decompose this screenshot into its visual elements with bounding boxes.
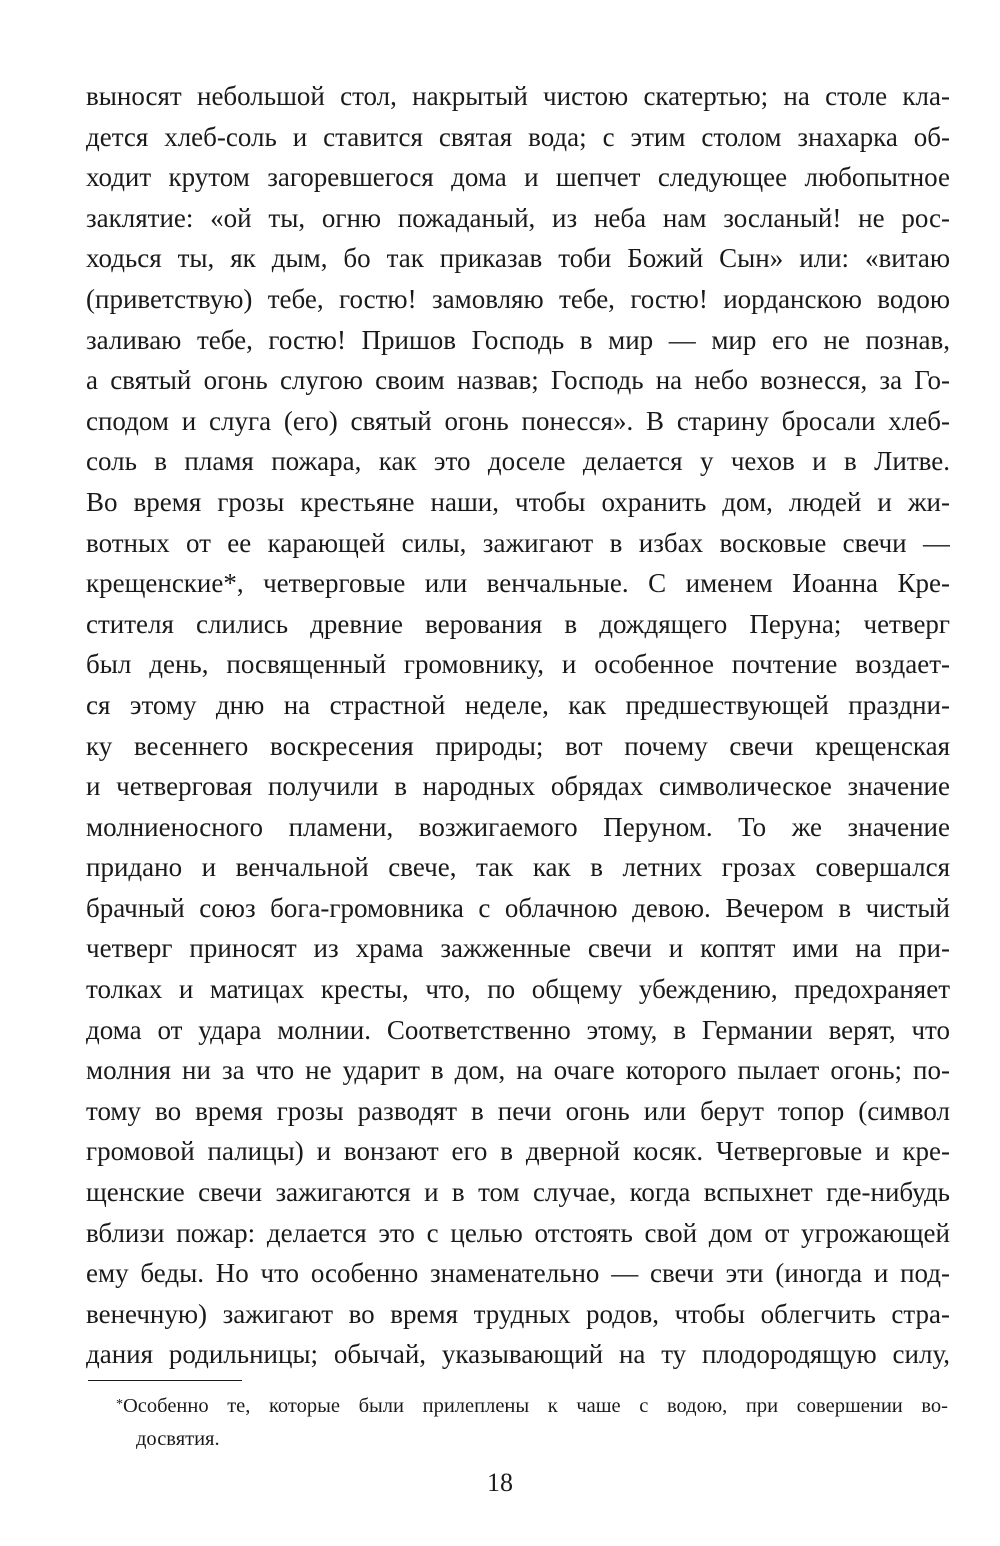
text-line: был день, посвященный громовнику, и особенное почтение воздает- xyxy=(86,649,950,680)
text-line: сподом и слуга (его) святый огонь понесся». В старину бросали хлеб- xyxy=(86,405,950,436)
text-line: венечную) зажигают во время трудных родов, чтобы облегчить стра- xyxy=(86,1298,950,1329)
text-line: толках и матицах кресты, что, по общему убеждению, предохраняет xyxy=(86,974,950,1005)
text-line: ся этому дню на страстной неделе, как предшествующей праздни- xyxy=(86,689,950,720)
page-number: 18 xyxy=(487,1468,513,1497)
text-line: щенские свечи зажигаются и в том случае, когда вспыхнет где-нибудь xyxy=(86,1177,950,1208)
text-line: Во время грозы крестьяне наши, чтобы охранить дом, людей и жи- xyxy=(86,486,950,517)
text-line: вотных от ее карающей силы, зажигают в избах восковые свечи — xyxy=(86,527,950,558)
text-line: выносят небольшой стол, накрытый чистою скатертью; на столе кла- xyxy=(86,81,950,111)
text-line: заклятие: «ой ты, огню пожаданый, из неба нам зосланый! не рос- xyxy=(86,202,950,233)
text-line: дома от удара молнии. Соответственно этому, в Германии верят, что xyxy=(86,1014,950,1045)
text-line: стителя слились древние верования в дождящего Перуна; четверг xyxy=(86,608,950,639)
text-line: тому во время грозы разводят в печи огонь или берут топор (символ xyxy=(86,1095,950,1126)
text-line: дется хлеб-соль и ставится святая вода; с этим столом знахарка об- xyxy=(86,121,950,152)
text-line: придано и венчальной свече, так как в летних грозах совершался xyxy=(86,852,950,883)
text-line: дания родильницы; обычай, указывающий на ту плодородящую силу, xyxy=(86,1339,950,1370)
footnote-marker: * xyxy=(116,1397,123,1412)
text-line: крещенские*, четверговые или венчальные. С именем Иоанна Кре- xyxy=(86,568,950,599)
text-line: заливаю тебе, гостю! Пришов Господь в мир — мир его не познав, xyxy=(86,324,950,355)
footnote-text: Особенно те, которые были прилеплены к чаше с водою, при совершении во- xyxy=(123,1395,948,1417)
text-line: вблизи пожар: делается это с целью отстоять свой дом от угрожающей xyxy=(86,1217,950,1248)
text-line: брачный союз бога-громовника с облачною девою. Вечером в чистый xyxy=(86,892,950,923)
text-line: соль в пламя пожара, как это доселе делается у чехов и в Литве. xyxy=(86,446,950,477)
body-text xyxy=(86,76,950,1375)
text-line: молниеносного пламени, возжигаемого Перуном. То же значение xyxy=(86,811,950,842)
text-line: (приветствую) тебе, гостю! замовляю тебе, гостю! иорданскою водою xyxy=(86,283,950,314)
text-line: громовой палицы) и вонзают его в дверной косяк. Четверговые и кре- xyxy=(86,1136,950,1167)
text-line: ку весеннего воскресения природы; вот почему свечи крещенская xyxy=(86,730,950,761)
text-line: а святый огонь слугою своим назвав; Господь на небо вознесся, за Го- xyxy=(86,365,950,396)
footnote xyxy=(116,1390,948,1456)
text-line: четверг приносят из храма зажженные свечи и коптят ими на при- xyxy=(86,933,950,964)
text-line: молния ни за что не ударит в дом, на очаге которого пылает огонь; по- xyxy=(86,1055,950,1086)
text-line: и четверговая получили в народных обрядах символическое значение xyxy=(86,771,950,802)
text-line: ходься ты, як дым, бо так приказав тоби Божий Сын» или: «витаю xyxy=(86,243,950,274)
text-line: ходит крутом загоревшегося дома и шепчет следующее любопытное xyxy=(86,162,950,193)
footnote-line: досвятия. xyxy=(136,1428,220,1450)
text-line: ему беды. Но что особенно знаменательно — свечи эти (иногда и под- xyxy=(86,1258,950,1289)
footnote-divider xyxy=(88,1380,242,1381)
footnote-line xyxy=(116,1390,948,1423)
